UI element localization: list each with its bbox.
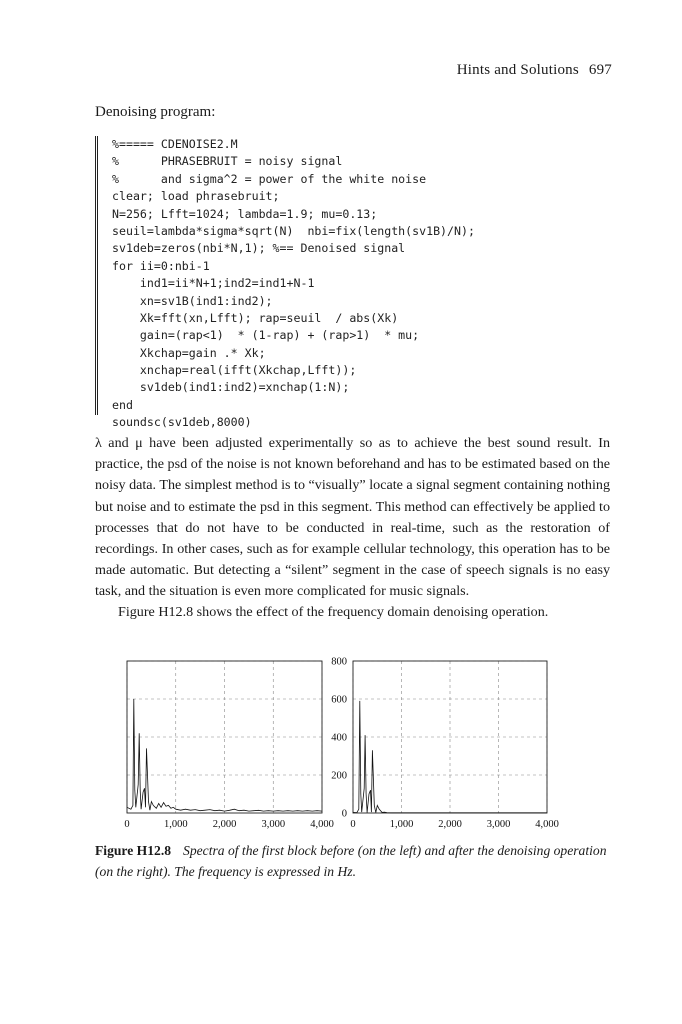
paragraph-text: Figure H12.8 shows the effect of the frequency domain denoising operation.	[118, 604, 549, 620]
x-tick-label: 2,000	[212, 819, 237, 830]
page-number: 697	[588, 62, 612, 78]
code-line: % PHRASEBRUIT = noisy signal	[112, 154, 343, 169]
code-line: %===== CDENOISE2.M	[112, 137, 238, 151]
code-line: seuil=lambda*sigma*sqrt(N) nbi=fix(length(sv1B)/N);	[112, 223, 475, 238]
code-line: % and sigma^2 = power of the white noise	[112, 171, 427, 186]
x-tick-label: 3,000	[261, 819, 286, 830]
x-tick-label: 1,000	[163, 819, 188, 830]
figure-caption	[95, 840, 615, 882]
y-tick-label: 800	[331, 656, 347, 668]
y-tick-label: 400	[331, 732, 347, 744]
code-line: sv1deb(ind1:ind2)=xnchap(1:N);	[112, 380, 350, 395]
x-tick-label: 0	[124, 819, 130, 830]
code-line: for ii=0:nbi-1	[112, 258, 210, 273]
code-line: xn=sv1B(ind1:ind2);	[112, 293, 273, 308]
y-tick-label: 200	[331, 770, 347, 782]
y-tick-label: 0	[341, 808, 347, 820]
code-line: soundsc(sv1deb,8000)	[112, 415, 252, 430]
code-line: end	[112, 397, 133, 412]
x-tick-label: 4,000	[535, 819, 559, 830]
running-title: Hints and Solutions	[456, 62, 579, 78]
code-line: gain=(rap<1) * (1-rap) + (rap>1) * mu;	[112, 328, 420, 343]
x-tick-label: 1,000	[389, 819, 414, 830]
x-tick-label: 0	[350, 819, 356, 830]
body-paragraph	[95, 433, 610, 603]
caption-label: Figure H12.8	[95, 843, 172, 858]
figure-reference-paragraph	[95, 602, 610, 623]
code-line: sv1deb=zeros(nbi*N,1); %== Denoised signal	[112, 241, 406, 256]
code-line: xnchap=real(ifft(Xkchap,Lfft));	[112, 363, 357, 378]
spectra-figure	[110, 656, 570, 831]
paragraph-text: λ and μ have been adjusted experimentally so as to achieve the best sound result. In practice, the psd of the noise is not known beforehand and has to be estimated based on the noisy data. The simplest method is to “visually” locate a signal segment containing nothing but noise and to estimate the psd in this segment. This method can effectively be applied to processes that do not have to be conducted in real-time, such as the restoration of recordings. In other cases, such as for example cellular technology, this operation has to be made automatic. But detecting a “silent” segment in the case of speech signals is no easy task, and the situation is even more complicated for music signals.	[95, 435, 610, 600]
code-listing	[95, 136, 582, 430]
code-line: ind1=ii*N+1;ind2=ind1+N-1	[112, 276, 315, 291]
code-line: Xkchap=gain .* Xk;	[112, 345, 266, 360]
code-line: Xk=fft(xn,Lfft); rap=seuil / abs(Xk)	[112, 310, 399, 325]
code-intro: Denoising program:	[95, 104, 216, 120]
code-line: clear; load phrasebruit;	[112, 189, 280, 204]
caption-text: Spectra of the first block before (on the left) and after the denoising operation (on the right). The frequency is expressed in Hz.	[95, 843, 607, 879]
x-tick-label: 2,000	[438, 819, 462, 830]
x-tick-label: 3,000	[486, 819, 511, 830]
spectra-chart	[110, 656, 570, 831]
y-tick-label: 600	[331, 694, 347, 706]
x-tick-label: 4,000	[310, 819, 334, 830]
code-line: N=256; Lfft=1024; lambda=1.9; mu=0.13;	[112, 206, 378, 221]
running-head	[457, 62, 612, 79]
